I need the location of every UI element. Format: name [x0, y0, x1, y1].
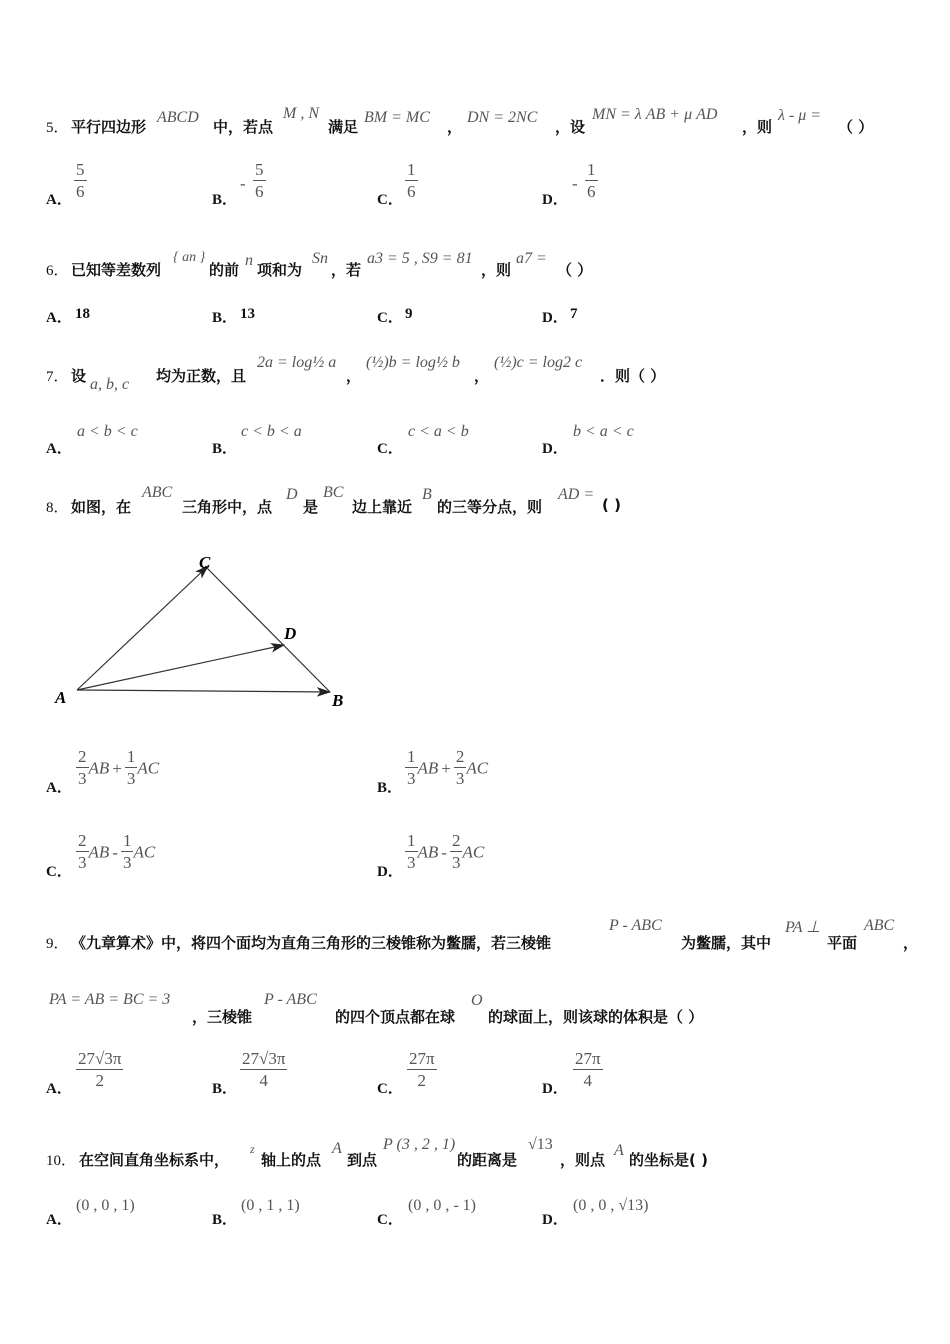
- q7-text: ．则（ ）: [600, 367, 666, 385]
- vector-ad: [77, 645, 284, 690]
- q5-math: MN = λ AB + μ AD: [592, 106, 718, 123]
- q8-text: 边上靠近: [352, 498, 413, 516]
- q9-math: P - ABC: [609, 917, 662, 934]
- q6-text: ，若: [331, 261, 362, 279]
- vector-ac: [77, 566, 208, 690]
- q8-math: AD =: [558, 486, 595, 503]
- q6-text: 项和为: [257, 261, 303, 279]
- q9-text: 的四个顶点都在球: [335, 1008, 456, 1026]
- q6-math: a3 = 5 , S9 = 81: [367, 250, 473, 267]
- q6-math: a7 =: [516, 250, 547, 267]
- q8-text: 是: [303, 498, 319, 516]
- triangle-figure: [50, 548, 360, 713]
- q9-text: ，三棱锥: [192, 1008, 253, 1026]
- q9-math: O: [471, 992, 483, 1009]
- q5-math: λ - μ =: [778, 107, 822, 124]
- q5-text: 满足: [328, 118, 359, 136]
- q10-text: 到点: [347, 1151, 378, 1169]
- q7-math: (½)c = log2 c: [494, 354, 583, 371]
- q10-math: z: [250, 1142, 255, 1156]
- q9-math: PA = AB = BC = 3: [49, 991, 171, 1008]
- q5-text: （ ）: [838, 118, 874, 136]
- q8-math: BC: [323, 484, 344, 501]
- q5-math: M , N: [283, 105, 319, 122]
- q8-text: 的三等分点，则: [437, 498, 543, 516]
- q9-text: 平面: [827, 934, 858, 952]
- q5-number: 5．: [46, 120, 69, 136]
- q9-text: ，: [903, 934, 919, 952]
- q7-number: 7．: [46, 369, 69, 385]
- q8-number: 8．: [46, 500, 69, 516]
- label-a: A: [55, 688, 67, 707]
- q9-number: 9．: [46, 936, 69, 952]
- q9-math: P - ABC: [264, 991, 317, 1008]
- q9-text: 的球面上，则该球的体积是（ ）: [488, 1008, 704, 1026]
- q6-math: n: [245, 252, 253, 269]
- q6-text: 的前: [209, 261, 240, 279]
- q8-text: 三角形中，点: [182, 498, 273, 516]
- q6-text: 已知等差数列: [71, 261, 162, 279]
- q7-text: 设: [71, 367, 87, 385]
- q10-text: 在空间直角坐标系中，: [79, 1151, 230, 1169]
- q10-math: A: [614, 1142, 624, 1159]
- q6-text: （ ）: [557, 261, 593, 279]
- q10-text: 的坐标是( ): [629, 1151, 708, 1169]
- q8-math: D: [286, 486, 298, 503]
- q5-text: ，: [447, 118, 463, 136]
- q9-math: ABC: [864, 917, 895, 934]
- q5-math: DN = 2NC: [467, 109, 538, 126]
- q5-text: 中，若点: [213, 118, 274, 136]
- q6-math: Sn: [312, 250, 328, 267]
- q10-number: 10．: [46, 1153, 77, 1169]
- q6-math: { an }: [173, 250, 206, 265]
- q8-text: ( ): [602, 496, 621, 514]
- label-d: D: [284, 624, 297, 643]
- label-c: C: [199, 553, 211, 572]
- q10-text: ，则点: [560, 1151, 606, 1169]
- q8-text: 如图，在: [71, 498, 132, 516]
- label-b: B: [332, 691, 344, 710]
- q5-text: 平行四边形: [71, 118, 147, 136]
- q7-text: ，: [474, 367, 490, 385]
- q5-math: ABCD: [157, 109, 199, 126]
- q5-text: ，设: [555, 118, 586, 136]
- q8-math: ABC: [142, 484, 173, 501]
- q9-math: PA ⊥: [785, 919, 821, 936]
- q9-text: 为鳖臑，其中: [681, 934, 772, 952]
- q6-number: 6．: [46, 263, 69, 279]
- q7-math: a, b, c: [90, 376, 130, 393]
- q10-math: P (3 , 2 , 1): [383, 1136, 456, 1153]
- q7-math: (½)b = log½ b: [366, 354, 460, 371]
- q8-math: B: [422, 486, 432, 503]
- vector-ab: [77, 690, 330, 692]
- q5-math: BM = MC: [364, 109, 430, 126]
- q6-text: ，则: [481, 261, 512, 279]
- q10-text: 轴上的点: [261, 1151, 322, 1169]
- q10-math: √13: [528, 1136, 553, 1153]
- q5-text: ，则: [742, 118, 773, 136]
- q9-text: 《九章算术》中，将四个面均为直角三角形的三棱锥称为鳖臑，若三棱锥: [71, 934, 552, 952]
- q10-text: 的距离是: [457, 1151, 518, 1169]
- q7-text: ，: [346, 367, 362, 385]
- side-bc: [205, 566, 330, 692]
- q10-math: A: [332, 1140, 342, 1157]
- q7-text: 均为正数，且: [156, 367, 247, 385]
- q7-math: 2a = log½ a: [257, 354, 337, 371]
